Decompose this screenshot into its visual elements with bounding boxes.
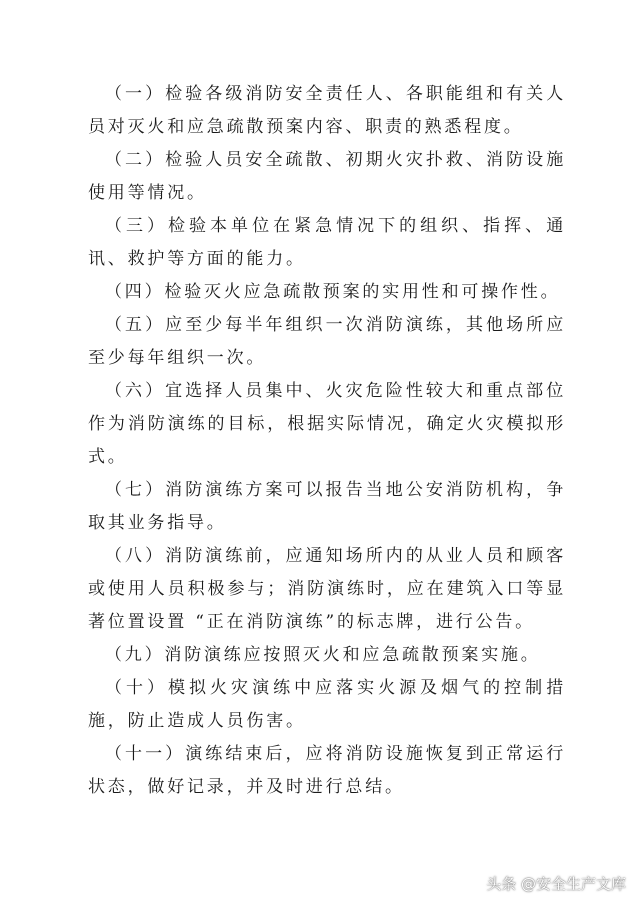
paragraph-number: （十） bbox=[105, 678, 169, 698]
paragraph-text: 检验各级消防安全责任人、各职能组和有关人员对灭火和应急疏散预案内容、职责的熟悉程度。 bbox=[88, 84, 567, 137]
paragraph-9 bbox=[88, 639, 566, 672]
paragraph-number: （四） bbox=[105, 282, 165, 302]
paragraph-number: （六） bbox=[105, 381, 166, 401]
paragraph-8 bbox=[88, 540, 566, 639]
paragraph-text: 检验人员安全疏散、初期火灾扑救、消防设施使用等情况。 bbox=[88, 150, 567, 203]
paragraph-text: 应至少每半年组织一次消防演练，其他场所应至少每年组织一次。 bbox=[88, 315, 567, 368]
paragraph-number: （三） bbox=[105, 216, 169, 236]
paragraph-number: （十一） bbox=[105, 744, 186, 764]
paragraph-number: （五） bbox=[105, 315, 166, 335]
paragraph-1 bbox=[88, 78, 566, 144]
paragraph-text: 检验本单位在紧急情况下的组织、指挥、通讯、救护等方面的能力。 bbox=[88, 216, 566, 269]
paragraph-text: 宜选择人员集中、火灾危险性较大和重点部位作为消防演练的目标，根据实际情况，确定火灾模拟形式。 bbox=[88, 381, 567, 467]
paragraph-5 bbox=[88, 309, 566, 375]
paragraph-number: （八） bbox=[105, 546, 166, 566]
paragraph-number: （七） bbox=[105, 480, 166, 500]
paragraph-text: 模拟火灾演练中应落实火源及烟气的控制措施，防止造成人员伤害。 bbox=[88, 678, 566, 731]
paragraph-number: （九） bbox=[105, 645, 165, 665]
paragraph-text: 消防演练方案可以报告当地公安消防机构，争取其业务指导。 bbox=[88, 480, 567, 533]
paragraph-text: 演练结束后，应将消防设施恢复到正常运行状态，做好记录，并及时进行总结。 bbox=[88, 744, 566, 797]
paragraph-11 bbox=[88, 738, 566, 804]
paragraph-number: （二） bbox=[105, 150, 166, 170]
paragraph-text: 检验灭火应急疏散预案的实用性和可操作性。 bbox=[164, 282, 561, 302]
paragraph-7 bbox=[88, 474, 566, 540]
watermark-label: 头条 @安全生产文库 bbox=[486, 875, 626, 893]
paragraph-number: （一） bbox=[105, 84, 166, 104]
paragraph-2 bbox=[88, 144, 566, 210]
document-body bbox=[88, 78, 566, 804]
paragraph-4 bbox=[88, 276, 566, 309]
paragraph-10 bbox=[88, 672, 566, 738]
paragraph-6 bbox=[88, 375, 566, 474]
paragraph-text: 消防演练前，应通知场所内的从业人员和顾客或使用人员积极参与；消防演练时，应在建筑入口等显著位置设置 “正在消防演练”的标志牌，进行公告。 bbox=[88, 546, 567, 632]
paragraph-text: 消防演练应按照灭火和应急疏散预案实施。 bbox=[164, 645, 541, 665]
paragraph-3 bbox=[88, 210, 566, 276]
